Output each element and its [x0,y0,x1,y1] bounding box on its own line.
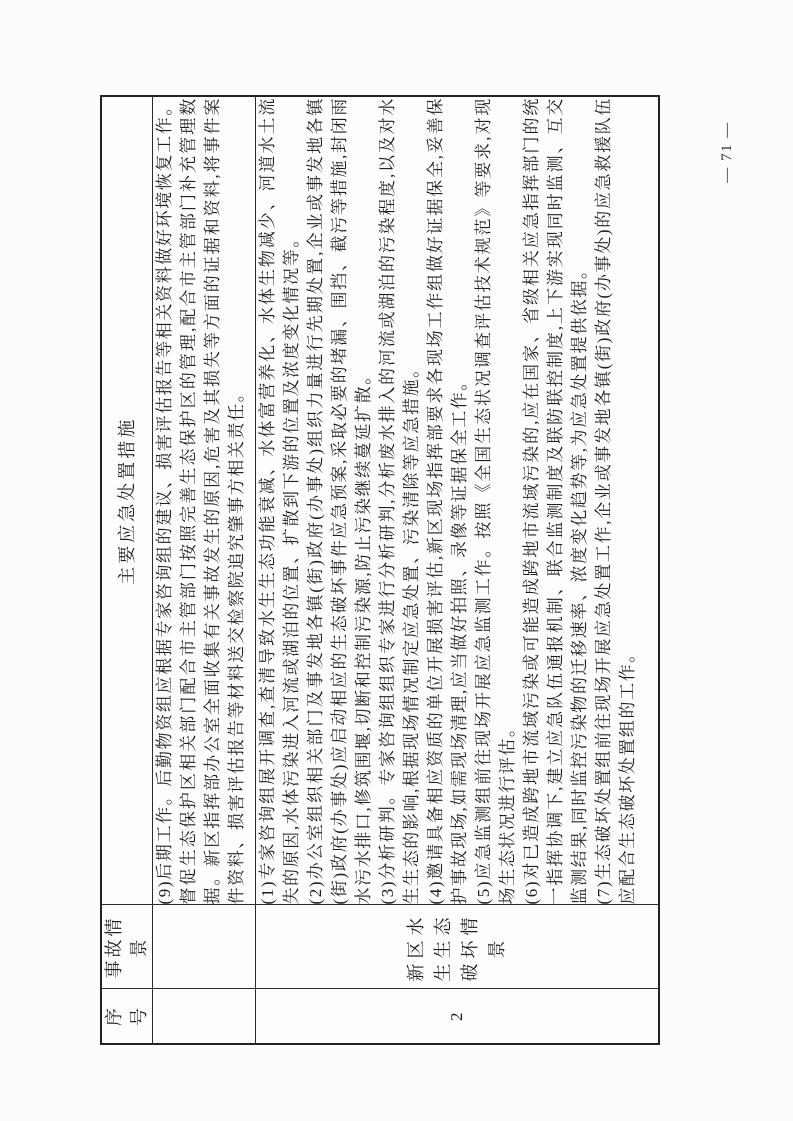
header-scenario-label: 事故情景 [104,915,149,979]
row2-serial-cell: 2 [256,989,660,1044]
emergency-measures-table [100,95,660,1045]
measure-paragraph: (4)邀请具备相应资质的单位开展损害评估,新区现场指挥部要求各现场工作组做好证据保全,妥善保护事故现场,如需现场清理,应当做好拍照、录像等证据保全工作。 [426,97,469,905]
row2-measures-cell [256,96,660,905]
measure-paragraph: (1)专家咨询组展开调查,查清导致水生生态功能衰减、水体富营养化、水体生物减少、河道水土流失的原因,水体污染进入河流或湖泊的位置、扩散到下游的位置及浓度变化情况等。 [258,97,301,905]
measure-paragraph: (7)生态破坏处置组前往现场开展应急处置工作,企业或事发地各镇(街)政府(办事处)的应急救援队伍应配合生态破坏处置组的工作。 [594,97,637,905]
header-measures-label: 主要应急处置措施 [116,416,137,585]
header-serial-number [101,989,153,1044]
measure-paragraph: (6)对已造成跨地市流域污染或可能造成跨地市流域污染的,应在国家、省级相关应急指挥部门的统一指挥协调下,建立应急队伍通报机制、联合监测制度及联防联控制度,上下游实现同时监测、互交监测结果,同时监控污染物的迁移速率、浓度变化趋势等,为应急处置提供依据。 [522,97,589,905]
rotated-table-container [100,95,660,1045]
page-number: — 71 — [719,121,735,183]
row1-scenario-cell [153,905,256,989]
table-header-row [101,96,153,1044]
header-serial-label: 序号 [104,1005,149,1027]
header-accident-scenario [101,905,153,989]
measure-paragraph: (3)分析研判。专家咨询组组织专家进行分析研判,分析废水排入的河流或湖泊的污染程度,以及对水生生态的影响,根据现场情况制定应急处置、污染清除等应急措施。 [378,97,421,905]
row1-measures-cell [153,96,256,905]
measure-paragraph: (9)后期工作。后勤物资组应根据专家咨询组的建议、损害评估报告等相关资料做好环境恢复工作。督促生态保护区相关部门配合市主管部门按照完善生态保护区的管理,配合市主管部门补充管理数据。新区指挥部办公室全面收集有关事故发生的原因,危害及其损失等方面的证据和资料,将事件案件资料、损害评估报告等材料送交检察院追究肇事方相关责任。 [155,97,246,905]
row2-scenario-label: 新区水生生态破坏情景 [406,912,507,982]
header-main-measures [101,96,153,905]
row1-serial-cell [153,989,256,1044]
table-row [153,96,256,1044]
row2-scenario-cell [256,905,660,989]
measure-paragraph: (2)办公室组织相关部门及事发地各镇(街)政府(办事处)组织力量进行先期处置,企业或事发地各镇(街)政府(办事处)应启动相应的生态破坏事件应急预案,采取必要的堵漏、围挡、截污等措施,封闭雨水污水排口,修筑围堰,切断和控制污染源,防止污染继续蔓延扩散。 [306,97,373,905]
measure-paragraph: (5)应急监测组前往现场开展应急监测工作。按照《全国生态状况调查评估技术规范》等要求,对现场生态状况进行评估。 [474,97,517,905]
table-row [256,96,660,1044]
